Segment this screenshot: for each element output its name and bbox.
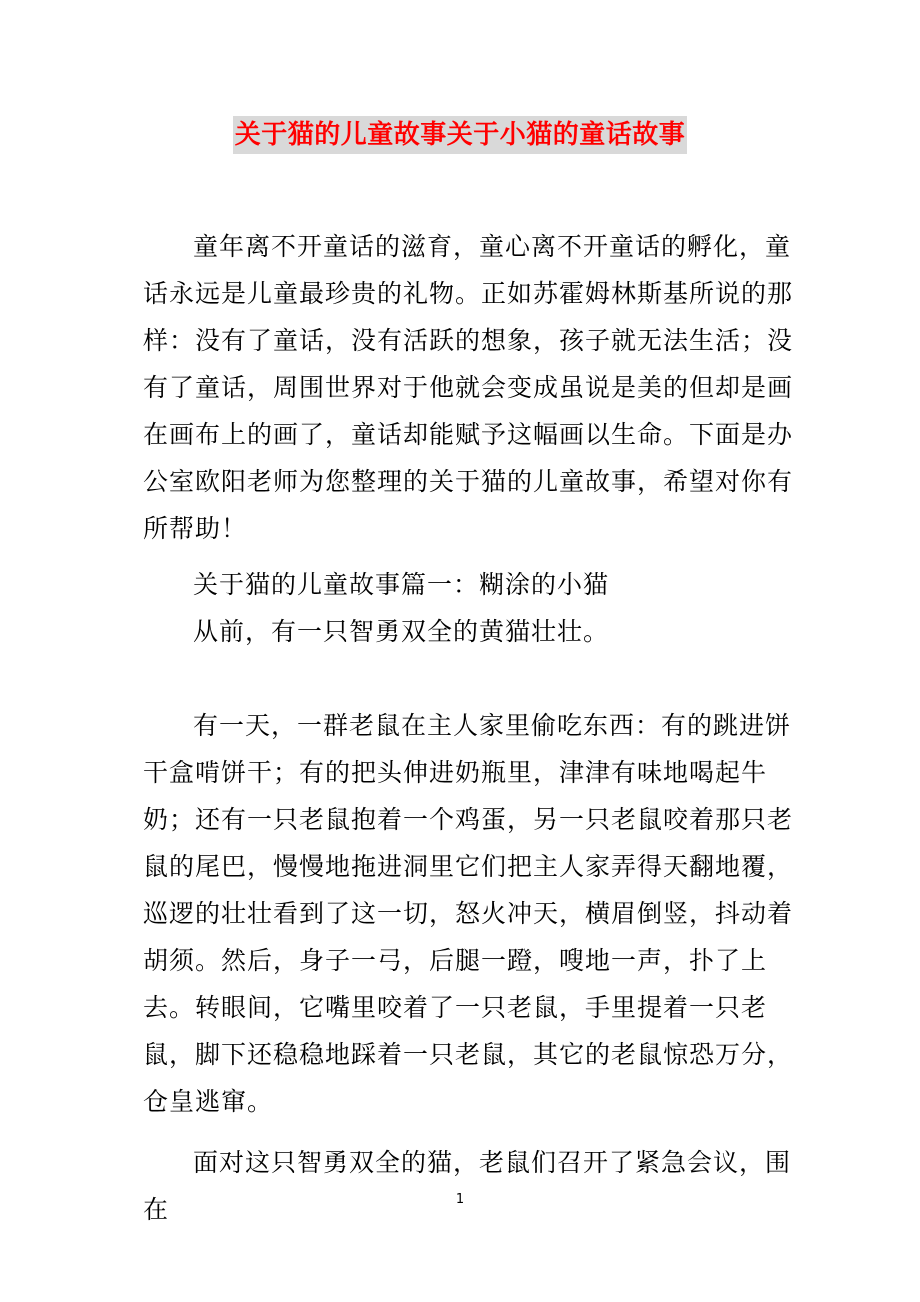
story-opening-paragraph: 从前，有一只智勇双全的黄猫壮壮。 xyxy=(193,617,610,646)
document-title: 关于猫的儿童故事关于小猫的童话故事 xyxy=(233,116,688,154)
story-paragraph-continued: 面对这只智勇双全的猫，老鼠们召开了紧急会议，围在 xyxy=(143,1148,792,1224)
title-container xyxy=(0,116,920,154)
intro-paragraph: 童年离不开童话的滋育，童心离不开童话的孵化，童话永远是儿童最珍贵的礼物。正如苏霍姆林斯基所说的那样：没有了童话，没有活跃的想象，孩子就无法生活；没有了童话，周围世界对于他就会变成虽说是美的但却是画在画布上的画了，童话却能赋予这幅画以生命。下面是办公室欧阳老师为您整理的关于猫的儿童故事，希望对你有所帮助！ xyxy=(143,232,794,543)
section-heading: 关于猫的儿童故事篇一：糊涂的小猫 xyxy=(193,570,610,599)
page-number: 1 xyxy=(455,1192,465,1207)
story-paragraph: 有一天，一群老鼠在主人家里偷吃东西：有的跳进饼干盒啃饼干；有的把头伸进奶瓶里，津津有味地喝起牛奶；还有一只老鼠抱着一个鸡蛋，另一只老鼠咬着那只老鼠的尾巴，慢慢地拖进洞里它们把主人家弄得天翻地覆，巡逻的壮壮看到了这一切，怒火冲天，横眉倒竖，抖动着胡须。然后，身子一弓，后腿一蹬，嗖地一声，扑了上去。转眼间，它嘴里咬着了一只老鼠，手里提着一只老鼠，脚下还稳稳地踩着一只老鼠，其它的老鼠惊恐万分，仓皇逃窜。 xyxy=(143,711,794,1116)
